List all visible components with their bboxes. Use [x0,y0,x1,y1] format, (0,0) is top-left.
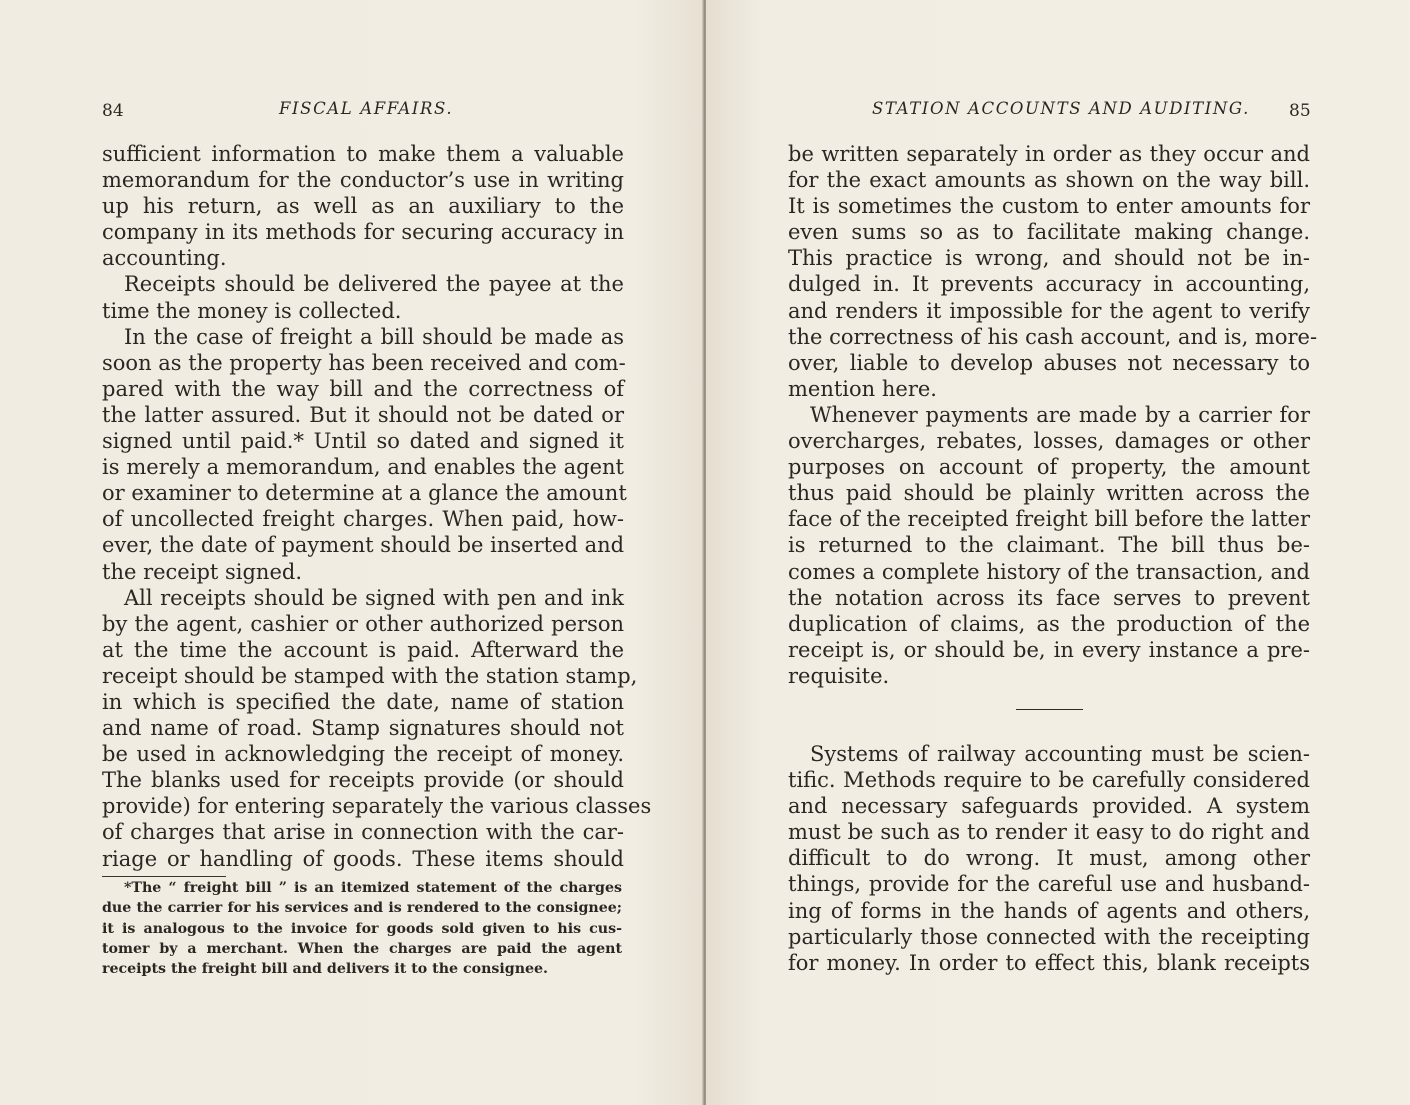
text-line: the latter assured. But it should not be dated or [102,402,624,427]
left-page [0,0,704,1105]
footnote-line: it is analogous to the invoice for goods sold given to his cus- [102,920,622,937]
left-body-text [102,141,652,872]
right-body-text-section2 [788,741,1310,976]
text-line: Whenever payments are made by a carrier for [810,402,1310,427]
text-line: All receipts should be signed with pen and ink [124,585,624,610]
footnote-line: tomer by a merchant. When the charges are paid the agent [102,940,622,957]
text-line: It is sometimes the custom to enter amounts for [788,194,1310,219]
running-head: STATION ACCOUNTS AND AUDITING. [872,99,1250,118]
text-line: signed until paid.* Until so dated and signed it [102,429,624,454]
text-line: particularly those connected with the receipting [788,924,1310,949]
footnote-line: receipts the freight bill and delivers it to the consignee. [102,961,548,978]
text-line: dulged in. It prevents accuracy in accounting, [788,272,1310,297]
text-line: Receipts should be delivered the payee at the [124,272,624,297]
right-body-text [788,141,1318,689]
text-line: pared with the way bill and the correctness of [102,376,624,401]
text-line: This practice is wrong, and should not be in- [788,246,1310,271]
text-line: is returned to the claimant. The bill thus be- [788,533,1310,558]
text-line: difficult to do wrong. It must, among other [788,846,1310,871]
text-line: by the agent, cashier or other authorized person [102,611,624,636]
section-divider [1016,709,1083,710]
text-line: comes a complete history of the transaction, and [788,559,1310,584]
text-line: for the exact amounts as shown on the way bill. [788,168,1310,193]
text-line: sufficient information to make them a valuable [102,142,624,166]
footnote [102,878,622,979]
text-line: the receipt signed. [102,559,303,584]
text-line: receipt should be stamped with the station stamp, [102,663,638,688]
text-line: in which is specified the date, name of station [102,689,624,714]
text-line: ing of forms in the hands of agents and others, [788,898,1310,923]
text-line: or examiner to determine at a glance the amount [102,481,627,506]
text-line: is merely a memorandum, and enables the agent [102,455,624,480]
text-line: the notation across its face serves to prevent [788,585,1310,610]
text-line: be written separately in order as they occur and [788,142,1310,166]
text-line: and necessary safeguards provided. A system [788,794,1310,819]
text-line: accounting. [102,246,227,271]
text-line: at the time the account is paid. Afterward the [102,637,624,662]
text-line: company in its methods for securing accuracy in [102,220,624,245]
text-line: mention here. [788,376,937,401]
text-line: purposes on account of property, the amount [788,455,1310,480]
text-line: things, provide for the careful use and husband- [788,872,1310,897]
footnote-line: *The “ freight bill ” is an itemized statement of the charges [124,880,622,896]
text-line: of uncollected freight charges. When paid, how- [102,507,624,532]
text-line: of charges that arise in connection with the car- [102,820,624,845]
text-line: riage or handling of goods. These items should [102,846,624,871]
text-line: face of the receipted freight bill before the latter [788,507,1310,532]
footnote-line: due the carrier for his services and is rendered to the consignee; [102,900,622,917]
text-line: ever, the date of payment should be inserted and [102,533,625,558]
text-line: the correctness of his cash account, and is, more- [788,324,1318,349]
text-line: and name of road. Stamp signatures should not [102,716,624,741]
text-line: provide) for entering separately the various classes [102,794,652,819]
text-line: requisite. [788,663,890,688]
text-line: receipt is, or should be, in every instance a pre- [788,637,1310,662]
text-line: soon as the property has been received and com- [102,350,626,375]
text-line: memorandum for the conductor’s use in writing [102,168,624,193]
text-line: thus paid should be plainly written across the [788,481,1310,506]
text-line: must be such as to render it easy to do right and [788,820,1310,845]
text-line: over, liable to develop abuses not necessary to [788,350,1310,375]
text-line: and renders it impossible for the agent to verify [788,298,1310,323]
text-line: duplication of claims, as the production of the [788,611,1310,636]
page-number: 85 [1289,101,1311,121]
right-page [706,0,1410,1105]
running-head: FISCAL AFFAIRS. [279,99,454,118]
text-line: up his return, as well as an auxiliary to the [102,194,624,219]
text-line: for money. In order to effect this, blank receipts [788,950,1310,975]
text-line: In the case of freight a bill should be made as [124,324,624,349]
page-number: 84 [102,101,124,121]
text-line: time the money is collected. [102,298,402,323]
text-line: Systems of railway accounting must be scien- [810,742,1310,766]
footnote-rule [102,876,226,877]
text-line: be used in acknowledging the receipt of money. [102,742,624,767]
text-line: tific. Methods require to be carefully considered [788,768,1310,793]
text-line: overcharges, rebates, losses, damages or other [788,429,1310,454]
text-line: even sums so as to facilitate making change. [788,220,1310,245]
text-line: The blanks used for receipts provide (or should [102,768,624,793]
